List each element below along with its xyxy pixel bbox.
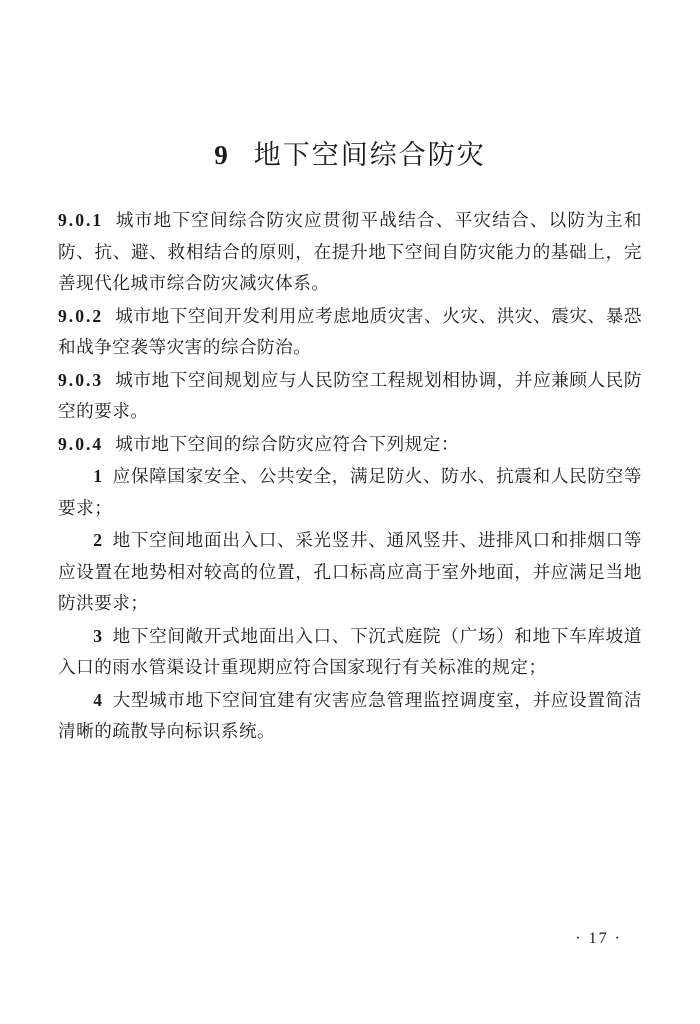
item-number: 2 bbox=[93, 530, 103, 550]
list-item-2 bbox=[58, 525, 642, 621]
item-text: 地下空间敞开式地面出入口、下沉式庭院（广场）和地下车库坡道入口的雨水管渠设计重现期应符合国家现行有关标准的规定； bbox=[58, 626, 642, 678]
clause-text: 城市地下空间开发利用应考虑地质灾害、火灾、洪灾、震灾、暴恐和战争空袭等灾害的综合防治。 bbox=[58, 306, 642, 358]
item-text: 地下空间地面出入口、采光竖井、通风竖井、进排风口和排烟口等应设置在地势相对较高的位置，孔口标高应高于室外地面，并应满足当地防洪要求； bbox=[58, 531, 642, 614]
chapter-number: 9 bbox=[214, 140, 230, 171]
clause-9-0-3 bbox=[58, 365, 642, 429]
clause-number: 9.0.3 bbox=[58, 369, 104, 390]
item-text: 大型城市地下空间宜建有灾害应急管理监控调度室，并应设置简洁清晰的疏散导向标识系统。 bbox=[58, 690, 642, 742]
clause-text: 城市地下空间的综合防灾应符合下列规定： bbox=[115, 434, 459, 455]
clause-text: 城市地下空间综合防灾应贯彻平战结合、平灾结合、以防为主和防、抗、避、救相结合的原则，在提升地下空间自防灾能力的基础上，完善现代化城市综合防灾减灾体系。 bbox=[58, 211, 642, 294]
page-number: · 17 · bbox=[575, 930, 622, 947]
item-number: 4 bbox=[93, 689, 103, 710]
chapter-title-text: 地下空间综合防灾 bbox=[253, 140, 486, 172]
clause-number: 9.0.1 bbox=[58, 210, 104, 230]
item-number: 3 bbox=[93, 625, 103, 646]
clause-9-0-1 bbox=[58, 205, 642, 301]
list-item-1 bbox=[58, 461, 642, 525]
chapter-title bbox=[0, 133, 700, 172]
clause-number: 9.0.2 bbox=[58, 305, 104, 326]
item-text: 应保障国家安全、公共安全，满足防火、防水、抗震和人民防空等要求； bbox=[58, 467, 642, 519]
chapter-body bbox=[58, 205, 642, 749]
clause-text: 城市地下空间规划应与人民防空工程规划相协调，并应兼顾人民防空的要求。 bbox=[58, 370, 642, 422]
list-item-4 bbox=[58, 685, 642, 749]
list-item-3 bbox=[58, 621, 642, 685]
clause-9-0-4 bbox=[58, 429, 642, 462]
clause-9-0-2 bbox=[58, 301, 642, 365]
clause-number: 9.0.4 bbox=[58, 433, 104, 454]
item-number: 1 bbox=[93, 466, 103, 486]
